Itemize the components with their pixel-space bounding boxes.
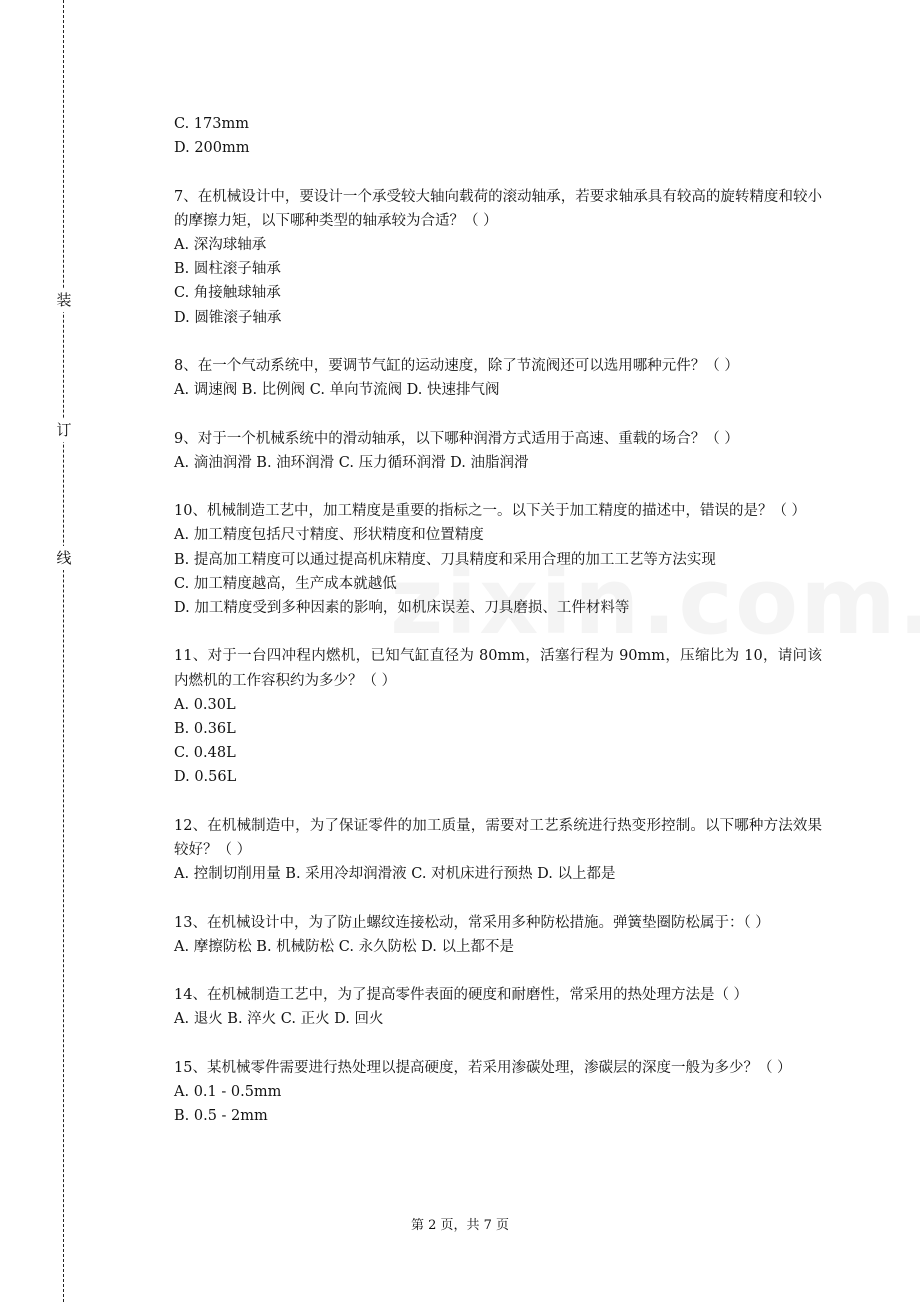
binding-char-zhuang: 装 [54, 288, 74, 312]
option-line: D. 200mm [174, 140, 250, 157]
option-line: D. 圆锥滚子轴承 [174, 309, 282, 326]
binding-char-xian: 线 [54, 546, 74, 570]
question-list [174, 112, 822, 1128]
question-13 [174, 911, 822, 959]
question-text: 11、对于一台四冲程内燃机，已知气缸直径为 80mm，活塞行程为 90mm，压缩比为 10，请问该内燃机的工作容积约为多少？（ ） [174, 648, 822, 689]
binding-char-ding: 订 [54, 418, 74, 442]
option-line: D. 加工精度受到多种因素的影响，如机床误差、刀具磨损、工件材料等 [174, 600, 630, 616]
question-text: 15、某机械零件需要进行热处理以提高硬度，若采用渗碳处理，渗碳层的深度一般为多少？（ ） [174, 1059, 792, 1076]
option-line: A. 调速阀 B. 比例阀 C. 单向节流阀 D. 快速排气阀 [174, 382, 500, 399]
option-line: A. 控制切削用量 B. 采用冷却润滑液 C. 对机床进行预热 D. 以上都是 [174, 866, 616, 883]
question-7 [174, 185, 822, 330]
question-text: 13、在机械设计中，为了防止螺纹连接松动，常采用多种防松措施。弹簧垫圈防松属于：（ ） [174, 914, 770, 931]
page-number-footer: 第 2 页，共 7 页 [410, 1218, 510, 1233]
question-8 [174, 354, 822, 402]
question-9 [174, 427, 822, 475]
option-line: C. 角接触球轴承 [174, 285, 281, 302]
question-14 [174, 983, 822, 1031]
option-line: B. 圆柱滚子轴承 [174, 261, 281, 278]
option-line: A. 0.1 - 0.5mm [174, 1083, 282, 1100]
question-11 [174, 644, 822, 789]
question-text: 9、对于一个机械系统中的滑动轴承，以下哪种润滑方式适用于高速、重载的场合？（ ） [174, 430, 739, 447]
option-line: A. 0.30L [174, 696, 236, 713]
option-line: A. 深沟球轴承 [174, 237, 267, 253]
question-text: 7、在机械设计中，要设计一个承受较大轴向载荷的滚动轴承，若要求轴承具有较高的旋转精度和较小的摩擦力矩，以下哪种类型的轴承较为合适？（ ） [174, 188, 822, 229]
question-10 [174, 499, 822, 620]
question-text: 8、在一个气动系统中，要调节气缸的运动速度，除了节流阀还可以选用哪种元件？（ ） [174, 358, 739, 374]
binding-dashed-line [63, 0, 64, 1302]
question-12 [174, 814, 822, 887]
option-line: B. 提高加工精度可以通过提高机床精度、刀具精度和采用合理的加工工艺等方法实现 [174, 551, 716, 568]
question-text: 14、在机械制造工艺中，为了提高零件表面的硬度和耐磨性，常采用的热处理方法是（ ） [174, 987, 749, 1004]
question-text: 10、机械制造工艺中，加工精度是重要的指标之一。以下关于加工精度的描述中，错误的是？（ ） [174, 503, 807, 520]
question-text: 12、在机械制造中，为了保证零件的加工质量，需要对工艺系统进行热变形控制。以下哪种方法效果较好？（ ） [174, 817, 822, 858]
option-line: B. 0.5 - 2mm [174, 1108, 268, 1125]
option-line: A. 加工精度包括尺寸精度、形状精度和位置精度 [174, 527, 484, 544]
option-line: B. 0.36L [174, 721, 236, 737]
option-line: C. 加工精度越高，生产成本就越低 [174, 575, 397, 592]
option-line: A. 滴油润滑 B. 油环润滑 C. 压力循环润滑 D. 油脂润滑 [174, 454, 529, 471]
question-6-tail [174, 112, 822, 160]
option-line: C. 0.48L [174, 745, 236, 762]
option-line: A. 退火 B. 淬火 C. 正火 D. 回火 [174, 1011, 384, 1028]
option-line: A. 摩擦防松 B. 机械防松 C. 永久防松 D. 以上都不是 [174, 938, 515, 955]
question-15 [174, 1056, 822, 1129]
option-line: C. 173mm [174, 116, 249, 132]
option-line: D. 0.56L [174, 769, 237, 786]
